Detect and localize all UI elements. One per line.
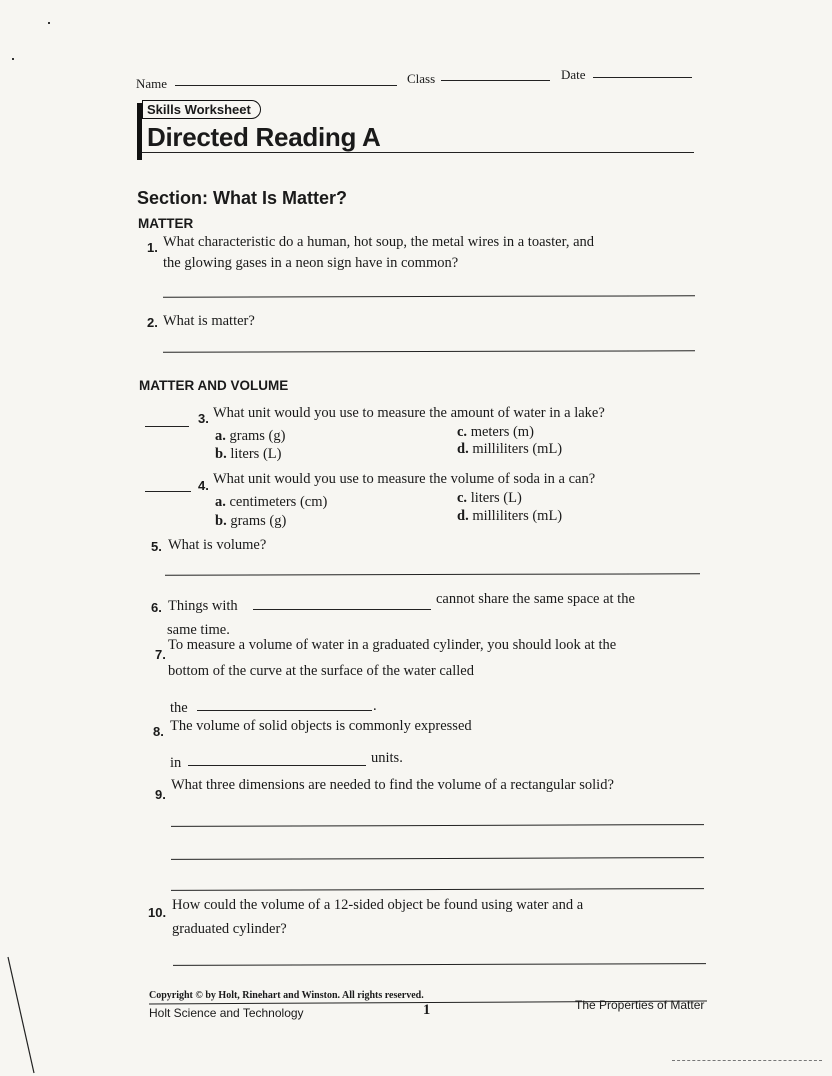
q5-number: 5. — [151, 539, 162, 554]
date-label: Date — [561, 67, 586, 82]
q9-text: What three dimensions are needed to find the volume of a rectangular solid? — [171, 777, 614, 793]
q7-text-line2: bottom of the curve at the surface of the water called — [168, 663, 474, 679]
q6-number: 6. — [151, 600, 162, 615]
option-text: grams (g) — [229, 428, 286, 444]
date-field[interactable] — [593, 77, 692, 78]
page-number: 1 — [423, 1002, 431, 1018]
q10-text-line2: graduated cylinder? — [172, 921, 287, 937]
q3-text: What unit would you use to measure the amount of water in a lake? — [213, 405, 605, 421]
q8-blank[interactable] — [188, 765, 366, 766]
q8-number: 8. — [153, 724, 164, 739]
q1-number: 1. — [147, 240, 158, 255]
q4-option-a — [215, 494, 327, 511]
option-letter: c. — [457, 424, 468, 440]
copyright-notice: Copyright © by Holt, Rinehart and Winston. All rights reserved. — [149, 990, 424, 1001]
class-field[interactable] — [441, 80, 550, 81]
scan-speck — [12, 58, 14, 60]
q4-option-c — [457, 490, 522, 507]
option-text: centimeters (cm) — [229, 494, 328, 510]
page-title: Directed Reading A — [147, 122, 381, 152]
q7-period: . — [373, 698, 377, 714]
q7-number: 7. — [155, 647, 166, 662]
q4-option-d — [457, 508, 562, 525]
q6-blank[interactable] — [253, 609, 431, 610]
option-text: milliliters (mL) — [472, 441, 563, 457]
q1-text-line2: the glowing gases in a neon sign have in common? — [163, 255, 459, 271]
scan-edge-noise — [672, 1060, 822, 1063]
option-letter: a. — [215, 494, 226, 510]
option-text: meters (m) — [470, 424, 534, 440]
q4-option-b — [215, 513, 286, 530]
q10-number: 10. — [148, 905, 167, 920]
subsection-matter: MATTER — [138, 216, 194, 231]
q5-text: What is volume? — [168, 537, 267, 553]
q1-text-line1: What characteristic do a human, hot soup, the metal wires in a toaster, and — [163, 234, 595, 250]
footer-chapter-title: The Properties of Matter — [575, 998, 705, 1012]
section-title: Section: What Is Matter? — [137, 188, 348, 208]
option-letter: b. — [215, 513, 227, 529]
q8-text-before: in — [170, 755, 182, 771]
subsection-matter-and-volume: MATTER AND VOLUME — [139, 378, 289, 393]
q1-answer-line[interactable] — [163, 295, 695, 297]
q2-answer-line[interactable] — [163, 350, 695, 352]
q2-number: 2. — [147, 315, 158, 330]
q7-text-line1: To measure a volume of water in a graduated cylinder, you should look at the — [168, 637, 617, 653]
option-letter: d. — [457, 508, 469, 524]
option-text: liters (L) — [470, 490, 522, 506]
q8-text-line1: The volume of solid objects is commonly expressed — [170, 718, 472, 734]
option-text: grams (g) — [230, 513, 287, 529]
q2-text: What is matter? — [163, 313, 255, 329]
q3-answer-blank[interactable] — [145, 426, 189, 427]
scan-speck — [48, 22, 50, 24]
q9-answer-line-1[interactable] — [171, 824, 704, 827]
q3-option-a — [215, 428, 285, 445]
q9-number: 9. — [155, 787, 166, 802]
option-letter: d. — [457, 441, 469, 457]
q10-text-line1: How could the volume of a 12-sided object be found using water and a — [172, 897, 584, 913]
skills-worksheet-badge: Skills Worksheet — [142, 100, 261, 119]
q4-number: 4. — [198, 478, 209, 493]
q4-text: What unit would you use to measure the volume of soda in a can? — [213, 471, 596, 487]
q10-answer-line[interactable] — [173, 963, 706, 966]
q6-text-after: cannot share the same space at the — [436, 591, 635, 607]
q6-text-line2: same time. — [167, 622, 230, 638]
class-label: Class — [407, 71, 436, 86]
name-label: Name — [136, 76, 168, 91]
footer-book-title: Holt Science and Technology — [149, 1006, 304, 1020]
title-underline — [142, 152, 694, 153]
q4-answer-blank[interactable] — [145, 491, 191, 492]
option-text: liters (L) — [230, 446, 282, 462]
q9-answer-line-3[interactable] — [171, 888, 704, 891]
scan-edge-mark — [0, 955, 40, 1076]
q8-text-after: units. — [371, 750, 403, 766]
name-field[interactable] — [175, 85, 397, 86]
q9-answer-line-2[interactable] — [171, 857, 704, 860]
q3-number: 3. — [198, 411, 209, 426]
option-letter: b. — [215, 446, 227, 462]
q3-option-c — [457, 424, 534, 441]
q3-option-d — [457, 441, 562, 458]
option-letter: c. — [457, 490, 468, 506]
q6-text-before: Things with — [168, 598, 238, 614]
q7-text-line3: the — [170, 700, 188, 716]
option-letter: a. — [215, 428, 226, 444]
q5-answer-line[interactable] — [165, 573, 700, 575]
q7-blank[interactable] — [197, 710, 372, 711]
q3-option-b — [215, 446, 281, 463]
option-text: milliliters (mL) — [472, 508, 563, 524]
